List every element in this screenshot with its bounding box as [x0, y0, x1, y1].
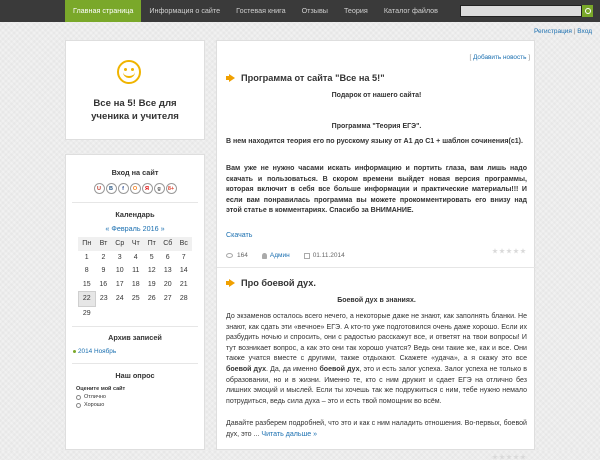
odnoklassniki-icon[interactable]: О: [130, 183, 141, 194]
calendar-day: 25: [131, 295, 140, 303]
star-icon[interactable]: [520, 248, 526, 254]
calendar-day: 16: [99, 281, 108, 288]
star-icon[interactable]: [520, 454, 526, 460]
search-icon[interactable]: [582, 5, 593, 17]
calendar-day: 17: [115, 281, 124, 288]
calendar-month-nav[interactable]: « Февраль 2016 »: [105, 224, 165, 233]
calendar-day: 7: [181, 253, 186, 261]
nav-guestbook[interactable]: Гостевая книга: [236, 6, 286, 15]
calendar-day: 23: [99, 295, 108, 303]
poll-option[interactable]: [76, 402, 204, 408]
google-plus-icon[interactable]: 8+: [166, 183, 177, 194]
star-icon[interactable]: [513, 248, 519, 254]
post-subtitle: Боевой дух в знаниях.: [337, 297, 416, 304]
calendar-day: 11: [132, 267, 140, 275]
divider: [72, 202, 198, 203]
star-icon[interactable]: [492, 248, 498, 254]
rating-stars[interactable]: [492, 454, 526, 460]
smiley-logo-icon: [117, 60, 141, 84]
post-subtitle: Подарок от нашего сайта!: [331, 92, 422, 99]
add-news: [ Добавить новость ]: [469, 54, 530, 61]
social-login: [66, 183, 204, 194]
megaphone-icon: [226, 74, 236, 82]
calendar-day: 27: [163, 295, 172, 303]
calendar-day: 13: [163, 267, 172, 275]
post-title[interactable]: [226, 278, 316, 288]
calendar-day: 12: [147, 267, 156, 275]
calendar-day: 5: [149, 253, 154, 261]
post-paragraph: До экзаменов осталось всего нечего, а некоторые даже не знают, как заполнять бланки. Не знают, как сдать эти «вечное» ЕГЭ. А кто-то уже подготовился очень даже хорошо. Если их разбудить ночью и спросить, они с радостью расскажут все, и ответят на твои вопросы! И тут возникает вопрос, а как это они так хорошо учатся? Ведь они такие же, как и все. Они также учатся вместе с другими, также отдыхают. Скажете «удача», а я скажу это все боевой дух. Да, да именно боевой дух, это и есть залог успеха. Залог успеха не только в образовании, но и в жизни. Именно те, кто с ним дружит и сдает ЕГЭ на отлично без лишних эмоций и мыслей. Если ты хочешь так же подружиться с ним, тебе нужно немало потрудиться, ведь сила духа – это и есть твой помощник во всём.: [226, 313, 527, 405]
nav-reviews[interactable]: Отзывы: [301, 6, 328, 15]
calendar-day: 10: [115, 267, 124, 275]
radio-button[interactable]: [76, 403, 81, 408]
author-link[interactable]: Админ: [269, 252, 290, 259]
calendar-day: 4: [133, 253, 138, 261]
star-icon[interactable]: [506, 454, 512, 460]
views-count: 164: [237, 252, 248, 259]
site-title-line2: ученика и учителя: [91, 111, 179, 122]
calendar-day: 6: [165, 253, 170, 261]
calendar-day-today: 22: [78, 292, 95, 307]
star-icon[interactable]: [506, 248, 512, 254]
calendar-day: 3: [117, 253, 122, 261]
calendar-day: 20: [163, 281, 172, 288]
post-date: 01.11.2014: [312, 252, 345, 259]
star-icon[interactable]: [492, 454, 498, 460]
poll-title: Наш опрос: [115, 371, 155, 380]
archive-link[interactable]: 2014 Ноябрь: [66, 348, 204, 355]
read-more-link[interactable]: Читать дальше »: [261, 430, 318, 438]
poll-option-label: Отлично: [84, 394, 106, 400]
star-icon[interactable]: [499, 454, 505, 460]
program-name: Программа "Теория ЕГЭ".: [331, 123, 422, 130]
separator: |: [573, 28, 576, 35]
site-brand: [65, 40, 205, 140]
login-widget-title: Вход на сайт: [111, 168, 159, 177]
weekday: Вс: [176, 237, 192, 251]
ucoz-icon[interactable]: U: [94, 183, 105, 194]
calendar-day: 26: [147, 295, 156, 303]
poll-question: Оцените мой сайт: [76, 386, 126, 392]
weekday: Вт: [95, 237, 112, 251]
divider: [72, 363, 198, 364]
calendar-day: 2: [101, 253, 106, 261]
calendar-day: 28: [179, 295, 188, 303]
nav-home[interactable]: Главная страница: [65, 0, 141, 22]
calendar-day: 14: [179, 267, 188, 275]
weekday: Сб: [160, 237, 176, 251]
eye-icon: [226, 253, 233, 258]
nav-files[interactable]: Каталог файлов: [383, 6, 438, 15]
calendar-day: 18: [131, 281, 140, 288]
star-icon[interactable]: [513, 454, 519, 460]
calendar-icon: [304, 253, 310, 259]
user-icon: [262, 253, 267, 259]
poll-option[interactable]: [76, 394, 204, 400]
post-meta: [226, 252, 527, 259]
weekday: Чт: [128, 237, 144, 251]
divider: [72, 326, 198, 327]
calendar-day: 8: [84, 267, 89, 275]
main-content: [216, 40, 535, 450]
facebook-icon[interactable]: f: [118, 183, 129, 194]
post-divider: [217, 267, 536, 268]
site-title-line1: Все на 5! Все для: [93, 98, 177, 109]
calendar-day: 15: [82, 280, 91, 288]
add-news-link[interactable]: Добавить новость: [473, 54, 527, 61]
google-icon[interactable]: g: [154, 183, 165, 194]
sidebar: [65, 154, 205, 450]
radio-button[interactable]: [76, 395, 81, 400]
weekday: Пт: [144, 237, 160, 251]
calendar-day: 21: [179, 281, 188, 288]
weekday: Пн: [78, 237, 95, 251]
weekday: Ср: [112, 237, 128, 251]
calendar-day: 29: [82, 309, 91, 317]
post-title-text: Программа от сайта "Все на 5!": [241, 73, 385, 83]
calendar-table: [78, 237, 193, 320]
calendar-day: 24: [115, 295, 124, 303]
calendar-day: 9: [101, 267, 106, 275]
search-input[interactable]: [460, 5, 582, 17]
megaphone-icon: [226, 279, 236, 287]
archive-title: Архив записей: [108, 333, 162, 342]
nav-about[interactable]: Информация о сайте: [149, 6, 221, 15]
poll-option-label: Хорошо: [84, 402, 105, 408]
post-paragraph: Вам уже не нужно часами искать информацию и портить глаза, вам лишь надо скачать и пользоваться. В скором времени выйдет новая версия программы, которая включит в себя все больше информации и практические материалы!!! И если вам понравилась программа вы можете прокомментировать его внизу над этой статье в комментариях. Спасибо за ВНИМАНИЕ.: [226, 165, 527, 215]
register-link[interactable]: Регистрация: [533, 28, 572, 35]
post-title[interactable]: [226, 73, 385, 83]
star-icon[interactable]: [499, 248, 505, 254]
vk-icon[interactable]: B: [106, 183, 117, 194]
post-title-text: Про боевой дух.: [241, 278, 316, 288]
yandex-icon[interactable]: Я: [142, 183, 153, 194]
download-link[interactable]: Скачать: [226, 232, 253, 239]
nav-theory[interactable]: Теория: [343, 6, 368, 15]
rating-stars[interactable]: [492, 248, 526, 254]
post-paragraph: Давайте разберем подробней, что это и как с ним наладить отношения. Во-первых, боевой дух, это ... Читать дальше »: [226, 420, 527, 438]
calendar-day: 1: [84, 253, 89, 261]
post-paragraph: В нем находится теория его по русскому языку от А1 до С1 + шаблон сочинения(с1).: [226, 138, 523, 145]
calendar-day: 19: [147, 281, 156, 288]
login-link[interactable]: Вход: [577, 28, 592, 35]
main-nav: [65, 0, 446, 22]
top-navbar: [0, 0, 600, 22]
calendar-title: Календарь: [115, 210, 155, 219]
auth-links: [534, 28, 592, 35]
site-title[interactable]: [66, 97, 204, 123]
